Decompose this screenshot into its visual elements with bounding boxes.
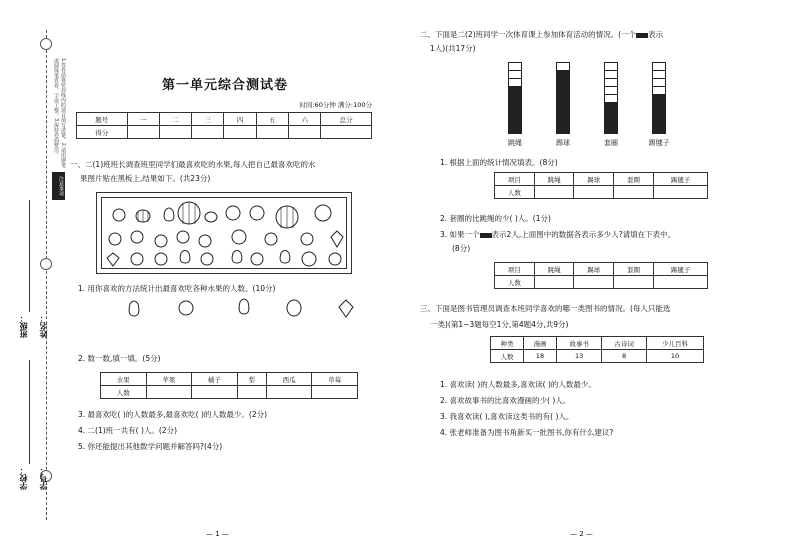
table-cell: 古诗词	[602, 337, 647, 350]
bar-cell	[508, 102, 522, 110]
notice-title: 注意事项	[52, 172, 65, 200]
bar-chart	[508, 62, 708, 152]
table-row	[495, 186, 708, 199]
answer-cell[interactable]	[237, 386, 266, 399]
answer-cell[interactable]	[146, 386, 192, 399]
table-cell: 总分	[321, 113, 372, 126]
score-cell[interactable]	[256, 126, 288, 139]
bar-cell	[508, 70, 522, 78]
table-cell: 草莓	[312, 373, 358, 386]
binding-strip	[0, 0, 68, 550]
table-cell: 橘子	[192, 373, 238, 386]
answer-cell[interactable]	[534, 186, 574, 199]
bar-cell	[604, 78, 618, 86]
table-cell: 题号	[77, 113, 128, 126]
question-1-1: 1. 用你喜欢的方法统计出最喜欢吃各种水果的人数。(10分)	[78, 284, 276, 293]
pear-icon	[164, 208, 174, 221]
table-row	[495, 276, 708, 289]
table-row	[491, 350, 704, 363]
pear-icon	[180, 251, 190, 264]
table-row	[101, 373, 358, 386]
table-cell: 踢球	[574, 263, 614, 276]
table-cell: 踢毽子	[653, 263, 707, 276]
table-cell: 跳绳	[534, 173, 574, 186]
question-3-4: 4. 张老师准备为图书角新买一批图书,你有什么建议?	[440, 428, 614, 437]
orange-icon	[302, 252, 316, 266]
bar-2	[556, 62, 570, 134]
bar-cell	[556, 126, 570, 134]
bar-cell	[652, 62, 666, 70]
table-cell: 苹果	[146, 373, 192, 386]
bar-cell	[556, 78, 570, 86]
question-3-3: 3. 我喜欢读( ),喜欢读这类书的有( )人。	[440, 412, 574, 421]
bar-cell	[604, 110, 618, 118]
score-cell[interactable]	[289, 126, 321, 139]
table-cell: 10	[647, 350, 704, 363]
bar-cell	[556, 102, 570, 110]
bar-cell	[556, 62, 570, 70]
bar-cell	[508, 110, 522, 118]
orange-icon	[301, 233, 313, 245]
apple-icon	[315, 205, 331, 221]
table-cell: 漫画	[524, 337, 557, 350]
answer-cell[interactable]	[614, 186, 654, 199]
question-3-1: 1. 喜欢读( )的人数最多,喜欢读( )的人数最少。	[440, 380, 596, 389]
watermelon-icon	[205, 212, 217, 222]
sport-table	[494, 172, 708, 199]
fruit-table	[100, 372, 358, 399]
table-cell: 人数	[495, 186, 535, 199]
bar-cell	[508, 118, 522, 126]
bar-label: 跳绳	[508, 139, 522, 147]
question-1-2: 2. 数一数,填一填。(5分)	[78, 354, 161, 363]
bar-cell	[652, 86, 666, 94]
bar-cell	[604, 70, 618, 78]
page-number: — 1 —	[206, 530, 229, 538]
question-2-1: 1. 根据上面的统计情况填表。(8分)	[440, 158, 558, 167]
apple-icon	[109, 233, 121, 245]
question-1-4: 4. 二(1)班一共有( )人。(2分)	[78, 426, 178, 435]
strawberry-icon	[107, 253, 119, 266]
score-cell[interactable]	[321, 126, 372, 139]
pear-icon	[232, 251, 242, 264]
orange-icon	[155, 253, 167, 265]
bar-cell	[508, 126, 522, 134]
orange-icon	[329, 253, 341, 265]
unit-block-icon	[480, 233, 492, 238]
strawberry-icon	[331, 231, 343, 247]
table-cell: 少儿百科	[647, 337, 704, 350]
bar-cell	[508, 62, 522, 70]
table-cell: 踢毽子	[653, 173, 707, 186]
table-cell: 13	[557, 350, 602, 363]
table-cell: 18	[524, 350, 557, 363]
table-cell: 种类	[491, 337, 524, 350]
question-2-2: 2. 套圈的比跳绳的少( )人。(1分)	[440, 214, 551, 223]
table-cell: 8	[602, 350, 647, 363]
bar-label: 套圈	[604, 139, 618, 147]
time-info: 时间:60分钟 满分:100分	[299, 101, 372, 109]
pear-icon	[239, 299, 249, 314]
table-cell: 二	[159, 113, 191, 126]
orange-icon	[251, 253, 263, 265]
answer-cell[interactable]	[574, 186, 614, 199]
binding-hole	[40, 38, 52, 50]
school-label: 学校：	[19, 466, 28, 490]
bar-cell	[604, 94, 618, 102]
table-cell: 六	[289, 113, 321, 126]
binding-dashed-line	[46, 30, 47, 520]
question-1-3: 3. 最喜欢吃( )的人数最多,最喜欢吃( )的人数最少。(2分)	[78, 410, 268, 419]
table-cell: 套圈	[614, 263, 654, 276]
apple-icon	[250, 206, 264, 220]
apple-icon	[226, 206, 240, 220]
table-cell: 西瓜	[266, 373, 312, 386]
score-cell[interactable]	[127, 126, 159, 139]
bar-cell	[604, 126, 618, 134]
table-cell: 四	[224, 113, 256, 126]
bar-cell	[508, 86, 522, 94]
bar-4	[652, 62, 666, 134]
watermelon-icon	[287, 300, 301, 316]
score-table	[76, 112, 372, 139]
bar-cell	[604, 86, 618, 94]
table-cell: 一	[127, 113, 159, 126]
bar-cell	[604, 62, 618, 70]
page-number: — 2 —	[570, 530, 593, 538]
score-cell[interactable]	[224, 126, 256, 139]
answer-cell[interactable]	[574, 276, 614, 289]
page-title: 第一单元综合测试卷	[161, 78, 288, 93]
bar-cell	[652, 94, 666, 102]
answer-cell[interactable]	[266, 386, 312, 399]
bar-cell	[556, 86, 570, 94]
table-row	[101, 386, 358, 399]
question-3-2: 2. 喜欢故事书的比喜欢漫画的少( )人。	[440, 396, 571, 405]
pear-icon	[129, 301, 139, 316]
bar-cell	[556, 118, 570, 126]
unit-block-icon	[636, 33, 648, 38]
table-cell: 水果	[101, 373, 147, 386]
apple-icon	[113, 209, 125, 221]
bar-cell	[508, 78, 522, 86]
orange-icon	[131, 253, 143, 265]
bar-cell	[652, 102, 666, 110]
orange-icon	[265, 233, 277, 245]
bar-3	[604, 62, 618, 134]
bar-cell	[604, 118, 618, 126]
orange-icon	[199, 235, 211, 247]
bar-cell	[556, 70, 570, 78]
page-left	[70, 0, 380, 550]
bar-cell	[652, 70, 666, 78]
fruit-icon-row	[110, 296, 370, 318]
question-1-text: 一、二(1)班班长调查班里同学们最喜欢吃的水果,每人把自己最喜欢吃的水	[70, 160, 316, 169]
answer-cell[interactable]	[614, 276, 654, 289]
class-line[interactable]	[29, 200, 30, 312]
answer-cell[interactable]	[653, 276, 707, 289]
question-2-3: 3. 如果一个 表示2人,上面图中的数据各表示多少人?请填在下表中。	[440, 230, 676, 239]
answer-cell[interactable]	[312, 386, 358, 399]
bar-label: 踢毽子	[648, 139, 670, 147]
question-1-text-cont: 果图片贴在黑板上,结果如下。(共23分)	[80, 174, 211, 183]
answer-cell[interactable]	[653, 186, 707, 199]
bar-label: 踢球	[556, 139, 570, 147]
score-cell[interactable]	[192, 126, 224, 139]
bar-cell	[652, 110, 666, 118]
orange-icon	[201, 253, 213, 265]
answer-cell[interactable]	[192, 386, 238, 399]
answer-cell[interactable]	[534, 276, 574, 289]
pear-icon	[280, 251, 290, 264]
fruit-pictures	[97, 193, 353, 275]
notice-text: 1.答卷前将密封线内的项目填写清楚。2.请用钢笔或圆珠笔答卷，字迹工整。3.保持卷面整洁。	[53, 58, 66, 168]
bar-cell	[604, 102, 618, 110]
orange-icon	[155, 235, 167, 247]
table-cell: 得分	[77, 126, 128, 139]
table-row	[77, 126, 372, 139]
binding-hole	[40, 258, 52, 270]
table-cell: 故事书	[557, 337, 602, 350]
question-1-5: 5. 你还能提出其他数学问题并解答吗?(4分)	[78, 442, 223, 451]
question-2-text-cont: 1人)(共17分)	[430, 44, 476, 53]
table-cell: 项目	[495, 263, 535, 276]
bar-cell	[652, 126, 666, 134]
book-table	[490, 336, 704, 363]
table-row	[77, 113, 372, 126]
bar-cell	[652, 78, 666, 86]
school-line[interactable]	[29, 360, 30, 464]
bar-cell	[556, 94, 570, 102]
table-cell: 人数	[101, 386, 147, 399]
apple-icon	[177, 231, 189, 243]
table-cell: 项目	[495, 173, 535, 186]
question-3-text-cont: 一类)(第1~3题每空1分,第4题4分,共9分)	[430, 320, 569, 329]
fruit-board	[96, 192, 352, 274]
table-cell: 人数	[491, 350, 524, 363]
table-row	[495, 173, 708, 186]
table-cell: 人数	[495, 276, 535, 289]
orange-icon	[179, 301, 193, 315]
question-2-text: 二、下面是二(2)班同学一次体育课上参加体育活动的情况。(一个 表示	[420, 30, 664, 39]
question-2-3-score: (8分)	[452, 244, 471, 253]
bar-1	[508, 62, 522, 134]
bar-cell	[556, 110, 570, 118]
table-row	[495, 263, 708, 276]
bar-cell	[508, 94, 522, 102]
orange-icon	[131, 231, 143, 243]
apple-icon	[232, 230, 246, 244]
name-label: 姓名：	[39, 314, 48, 338]
score-cell[interactable]	[159, 126, 191, 139]
page-right	[420, 0, 780, 550]
table-cell: 踢球	[574, 173, 614, 186]
class-label: 班级：	[19, 314, 28, 338]
bar-cell	[652, 118, 666, 126]
table-cell: 三	[192, 113, 224, 126]
strawberry-icon	[339, 300, 353, 317]
table-cell: 梨	[237, 373, 266, 386]
table-row	[491, 337, 704, 350]
table-cell: 跳绳	[534, 263, 574, 276]
sport-table-2	[494, 262, 708, 289]
id-label: 学号：	[39, 466, 48, 490]
table-cell: 五	[256, 113, 288, 126]
question-3-text: 三、下面是图书管理员调查本班同学喜欢的哪一类图书的情况。(每人只能选	[420, 304, 671, 313]
table-cell: 套圈	[614, 173, 654, 186]
